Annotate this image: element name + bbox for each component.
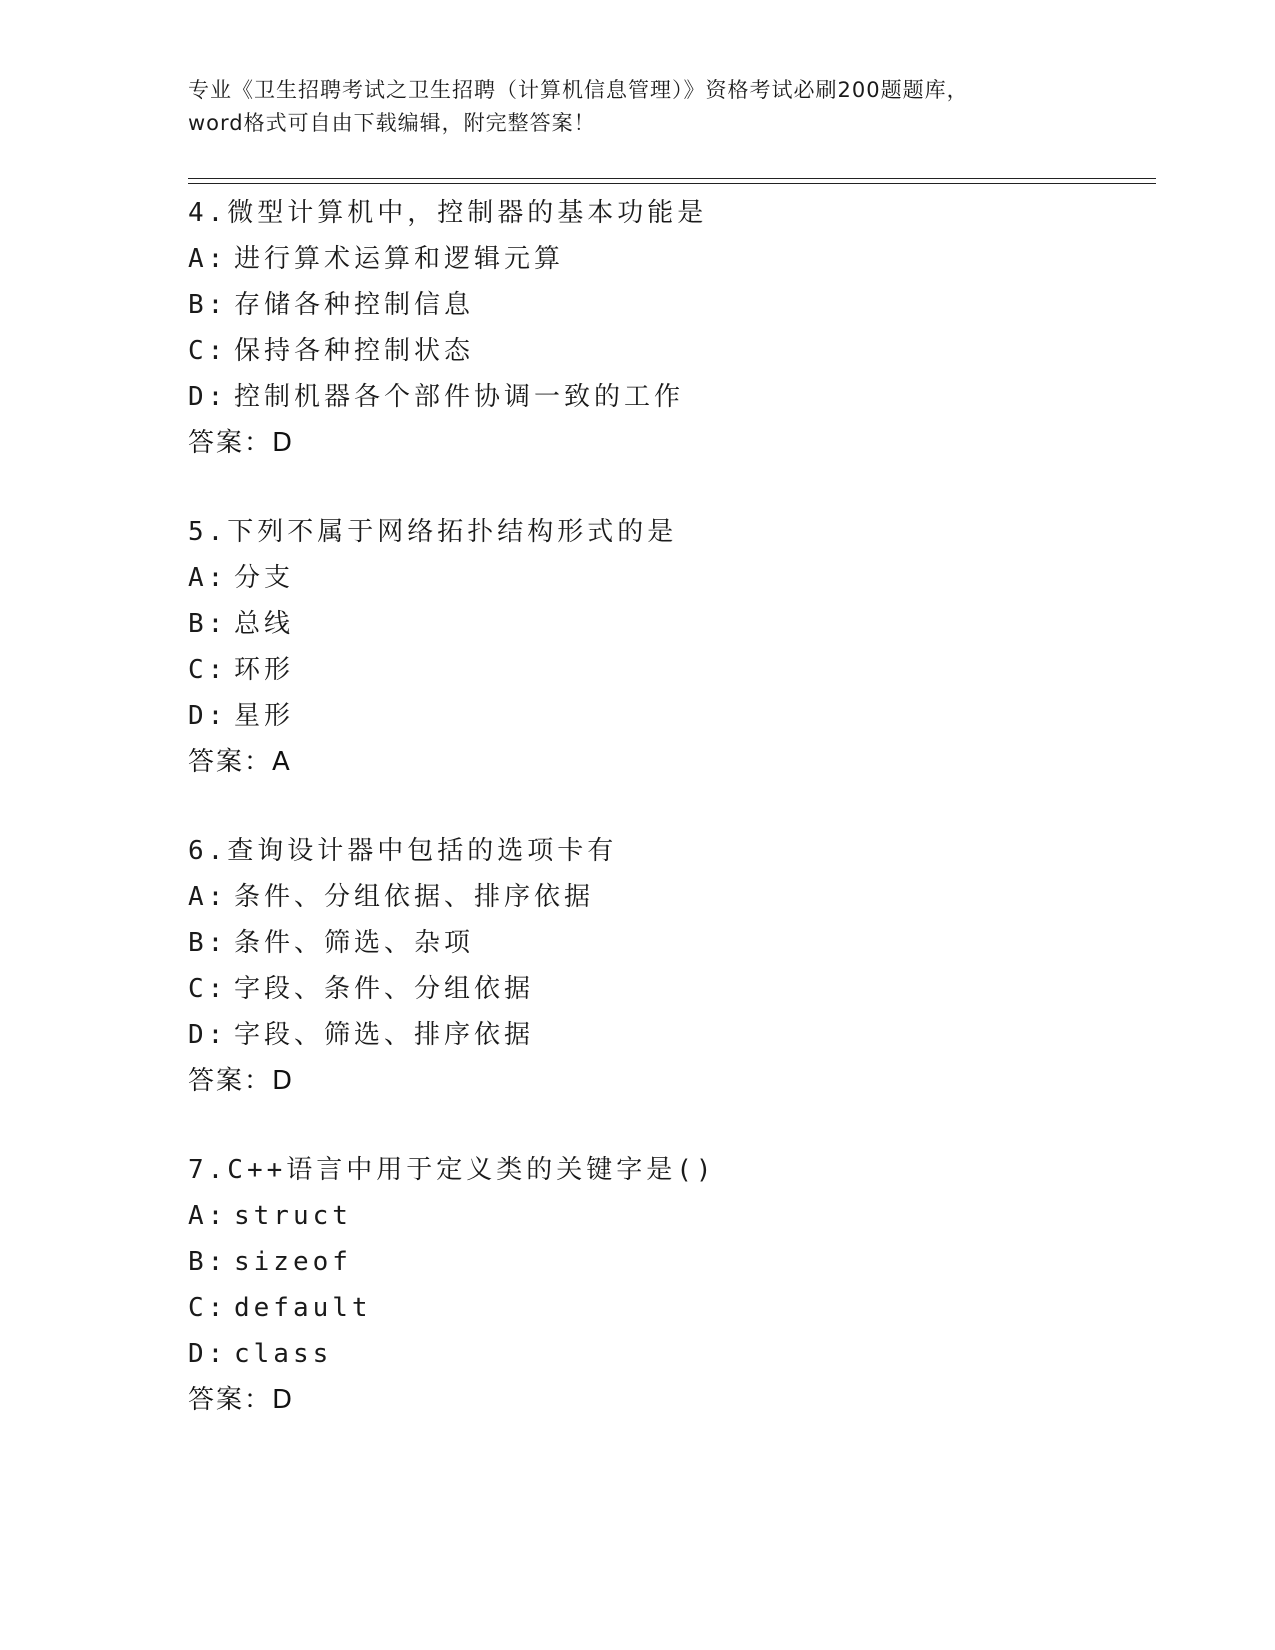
question-item — [188, 1147, 1148, 1423]
header-line-1: 专业《卫生招聘考试之卫生招聘（计算机信息管理）》资格考试必刷200题题库， — [188, 78, 969, 102]
option-b — [188, 1239, 1148, 1285]
option-text: class — [234, 1339, 333, 1369]
option-a — [188, 874, 1148, 920]
question-item — [188, 828, 1148, 1104]
option-text: sizeof — [234, 1247, 352, 1277]
option-text: 总线 — [234, 609, 295, 639]
question-item — [188, 509, 1148, 785]
option-text: 分支 — [234, 563, 295, 593]
option-label: C: — [188, 974, 228, 1004]
option-label: C: — [188, 336, 228, 366]
option-label: A: — [188, 244, 228, 274]
option-text: default — [234, 1293, 372, 1323]
option-b — [188, 920, 1148, 966]
option-label: D: — [188, 1020, 228, 1050]
option-text: 控制机器各个部件协调一致的工作 — [234, 382, 685, 412]
option-text: 星形 — [234, 701, 295, 731]
answer-line: 答案：D — [188, 1385, 295, 1415]
option-text: 字段、条件、分组依据 — [234, 974, 535, 1004]
option-text: 存储各种控制信息 — [234, 290, 475, 320]
question-title: 5.下列不属于网络拓扑结构形式的是 — [188, 517, 678, 547]
option-c — [188, 328, 1148, 374]
option-a — [188, 555, 1148, 601]
option-d — [188, 374, 1148, 420]
option-label: B: — [188, 609, 228, 639]
option-label: D: — [188, 701, 228, 731]
option-c — [188, 647, 1148, 693]
answer-line: 答案：D — [188, 1066, 295, 1096]
option-b — [188, 282, 1148, 328]
header-line-2: word格式可自由下载编辑，附完整答案！ — [188, 111, 596, 135]
option-label: D: — [188, 382, 228, 412]
question-item — [188, 190, 1148, 466]
option-c — [188, 1285, 1148, 1331]
option-label: D: — [188, 1339, 228, 1369]
option-a — [188, 1193, 1148, 1239]
answer-line: 答案：A — [188, 747, 292, 777]
option-d — [188, 1331, 1148, 1377]
option-c — [188, 966, 1148, 1012]
option-label: B: — [188, 928, 228, 958]
question-title: 4.微型计算机中，控制器的基本功能是 — [188, 198, 708, 228]
header-divider-bottom — [188, 183, 1156, 184]
document-header — [188, 74, 1088, 140]
option-label: B: — [188, 1247, 228, 1277]
question-title: 6.查询设计器中包括的选项卡有 — [188, 836, 618, 866]
header-divider-top — [188, 178, 1156, 179]
option-text: 进行算术运算和逻辑元算 — [234, 244, 565, 274]
option-label: A: — [188, 563, 228, 593]
option-label: C: — [188, 1293, 228, 1323]
option-text: 环形 — [234, 655, 295, 685]
option-a — [188, 236, 1148, 282]
option-text: 条件、筛选、杂项 — [234, 928, 475, 958]
option-text: struct — [234, 1201, 352, 1231]
option-b — [188, 601, 1148, 647]
question-title: 7.C++语言中用于定义类的关键字是() — [188, 1155, 716, 1185]
option-label: A: — [188, 1201, 228, 1231]
option-text: 条件、分组依据、排序依据 — [234, 882, 595, 912]
answer-line: 答案：D — [188, 428, 295, 458]
option-d — [188, 1012, 1148, 1058]
option-label: A: — [188, 882, 228, 912]
option-label: B: — [188, 290, 228, 320]
option-text: 字段、筛选、排序依据 — [234, 1020, 535, 1050]
question-list — [188, 190, 1148, 1466]
option-text: 保持各种控制状态 — [234, 336, 475, 366]
option-label: C: — [188, 655, 228, 685]
option-d — [188, 693, 1148, 739]
